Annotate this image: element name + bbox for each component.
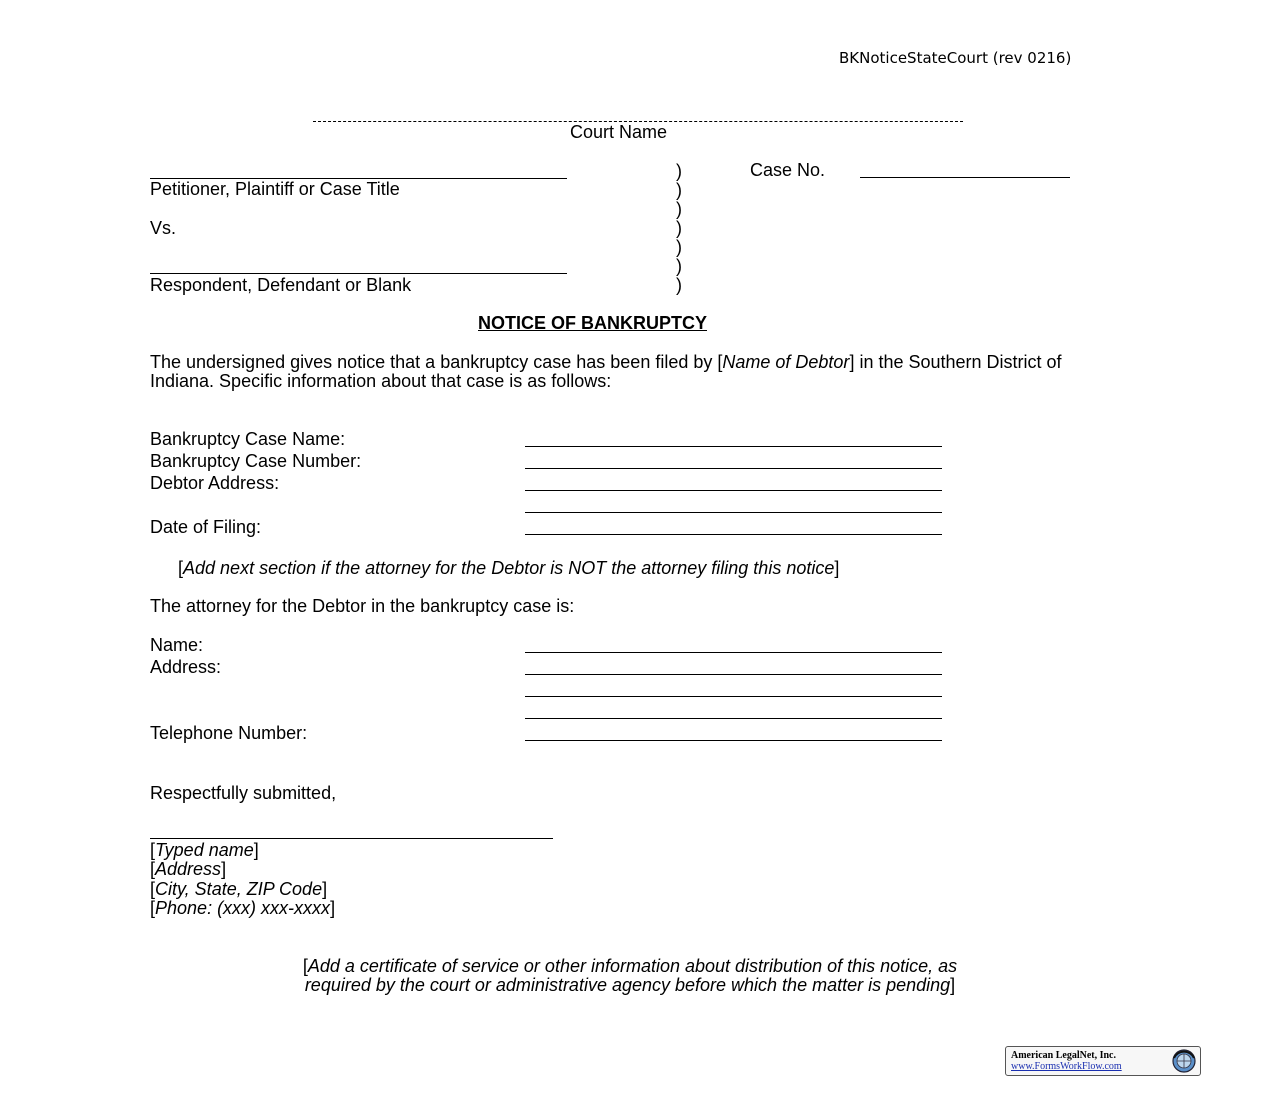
debtor-name-placeholder: Name of Debtor — [722, 352, 850, 372]
respondent-label: Respondent, Defendant or Blank — [150, 275, 412, 295]
intro-paragraph — [150, 353, 1100, 391]
date-of-filing-label: Date of Filing: — [150, 517, 262, 537]
attorney-intro: The attorney for the Debtor in the bankruptcy case is: — [150, 596, 575, 616]
intro-part1: The undersigned gives notice that a bankruptcy case has been filed by [ — [150, 352, 723, 372]
debtor-address-line[interactable] — [525, 490, 942, 491]
telephone-label: Telephone Number: — [150, 723, 308, 743]
vs-label: Vs. — [150, 218, 177, 238]
american-legalnet-logo[interactable] — [1005, 1046, 1201, 1076]
signature-city-state-zip: [City, State, ZIP Code] — [150, 879, 328, 899]
date-of-filing-line[interactable] — [525, 534, 942, 535]
closing-text: Respectfully submitted, — [150, 783, 337, 803]
certificate-line2-text: required by the court or administrative agency before which the matter is pending — [304, 975, 951, 995]
signature-phone: [Phone: (xxx) xxx-xxxx] — [150, 898, 336, 918]
logo-company: American LegalNet, Inc. — [1011, 1050, 1116, 1061]
attorney-address-label: Address: — [150, 657, 222, 677]
attorney-name-line[interactable] — [525, 652, 942, 653]
caption-paren: ) — [676, 199, 682, 219]
attorney-address-line-2[interactable] — [525, 696, 942, 697]
attorney-instruction-text: Add next section if the attorney for the Debtor is NOT the attorney filing this notice — [183, 558, 835, 578]
case-number-line[interactable] — [525, 468, 942, 469]
globe-icon — [1171, 1048, 1197, 1074]
caption-paren: ) — [676, 275, 682, 295]
petitioner-label: Petitioner, Plaintiff or Case Title — [150, 179, 400, 199]
intro-part2: ] in the Southern District of Indiana. Specific information about that case is as follows: — [150, 352, 1062, 391]
attorney-instruction: [Add next section if the attorney for the Debtor is NOT the attorney filing this notice] — [178, 558, 840, 578]
caption-paren: ) — [676, 180, 682, 200]
certificate-instruction-line2: required by the court or administrative agency before which the matter is pending] — [304, 975, 956, 995]
certificate-instruction-line1: [Add a certificate of service or other information about distribution of this notice, as — [302, 956, 958, 976]
case-name-line[interactable] — [525, 446, 942, 447]
case-no-line[interactable] — [860, 177, 1070, 178]
case-number-label: Bankruptcy Case Number: — [150, 451, 362, 471]
phone-placeholder: Phone: (xxx) xxx-xxxx — [155, 898, 331, 918]
court-name-label: Court Name — [570, 122, 668, 142]
caption-paren: ) — [676, 256, 682, 276]
certificate-line1-text: Add a certificate of service or other information about distribution of this notice, as — [307, 956, 958, 976]
address-placeholder: Address — [155, 859, 222, 879]
caption-paren: ) — [676, 218, 682, 238]
document-title: NOTICE OF BANKRUPTCY — [478, 313, 707, 333]
case-name-label: Bankruptcy Case Name: — [150, 429, 346, 449]
form-id: BKNoticeStateCourt (rev 0216) — [839, 49, 1072, 67]
respondent-line[interactable] — [150, 273, 567, 274]
attorney-address-line[interactable] — [525, 674, 942, 675]
debtor-address-label: Debtor Address: — [150, 473, 280, 493]
signature-address: [Address] — [150, 859, 227, 879]
caption-paren: ) — [676, 161, 682, 181]
signature-typed-name: [Typed name] — [150, 840, 259, 860]
city-state-zip-placeholder: City, State, ZIP Code — [155, 879, 323, 899]
debtor-address-line-2[interactable] — [525, 512, 942, 513]
signature-line[interactable] — [150, 838, 553, 839]
case-no-label: Case No. — [750, 160, 826, 180]
logo-url[interactable]: www.FormsWorkFlow.com — [1011, 1061, 1122, 1072]
telephone-line[interactable] — [525, 740, 942, 741]
attorney-address-line-3[interactable] — [525, 718, 942, 719]
attorney-name-label: Name: — [150, 635, 204, 655]
typed-name-placeholder: Typed name — [155, 840, 254, 860]
caption-paren: ) — [676, 237, 682, 257]
